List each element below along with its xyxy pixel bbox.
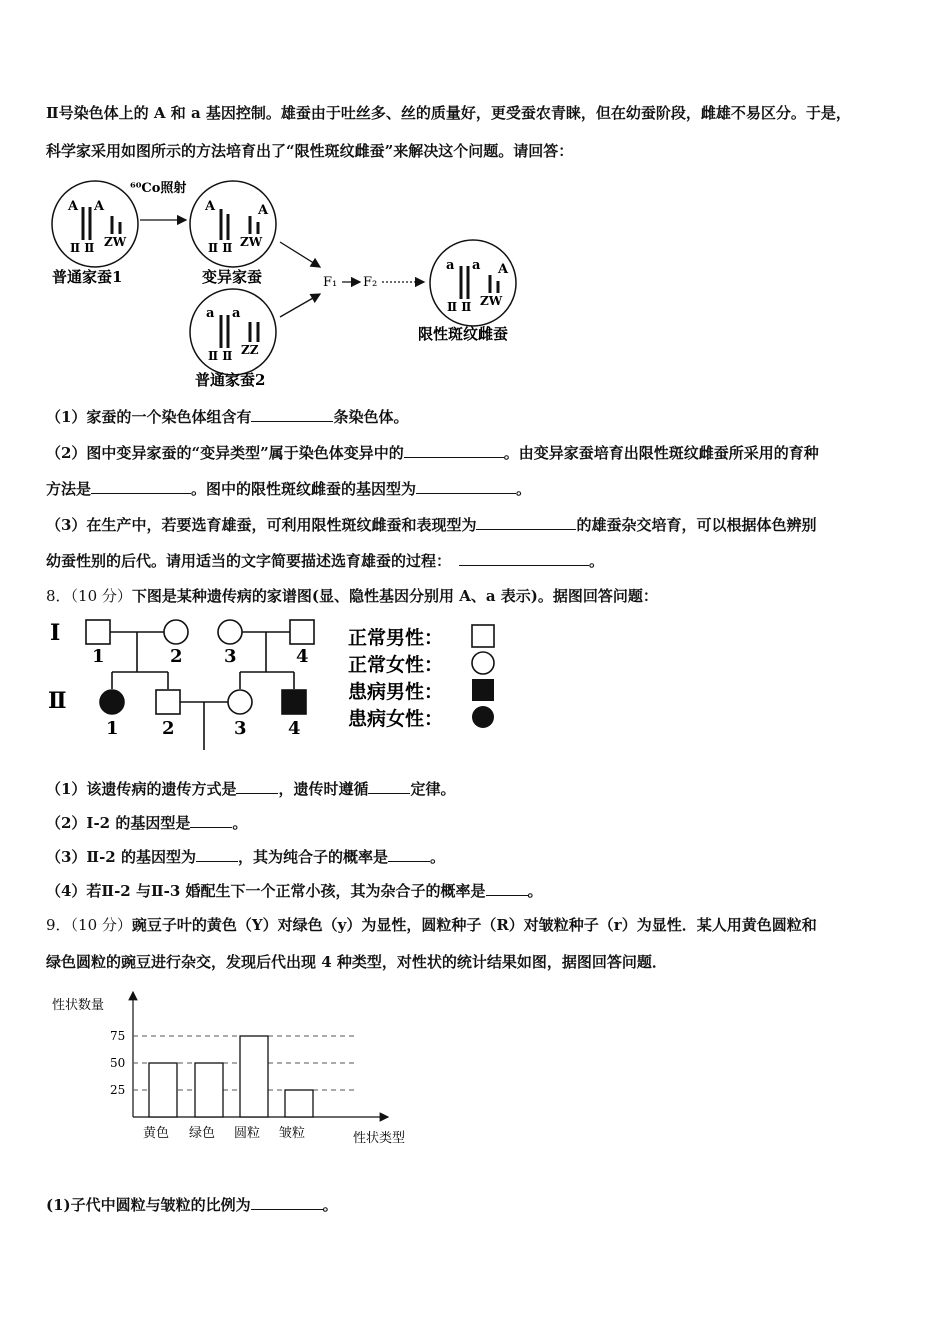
- legend-affected-female-symbol: [472, 706, 494, 728]
- q7-part2-line1: [46, 442, 819, 463]
- q7-part3-line1: [46, 514, 816, 535]
- mutant-silkworm-label: 变异家蚕: [202, 268, 263, 286]
- answer-blank[interactable]: [476, 515, 576, 530]
- II-4-affected-male: [282, 690, 306, 714]
- answer-blank[interactable]: [388, 847, 430, 862]
- generation-II-label: Ⅱ: [48, 688, 67, 714]
- I-1-id: 1: [92, 646, 105, 667]
- q9-part1: [46, 1194, 338, 1215]
- q9-q1a-text: (1)子代中圆粒与皱粒的比例为: [46, 1196, 251, 1214]
- II-1-id: 1: [106, 718, 119, 739]
- answer-blank[interactable]: [190, 813, 232, 828]
- x-category-label: 绿色: [189, 1126, 216, 1141]
- II-2-id: 2: [162, 718, 175, 739]
- q7-part3-line2: [46, 550, 604, 571]
- q8-part3: [46, 846, 445, 867]
- q7-p3d-text: 。: [589, 552, 605, 570]
- q7-p3c-text: 幼蚕性别的后代。请用适当的文字简要描述选育雄蚕的过程：: [46, 552, 452, 570]
- normal-silkworm-2-label: 普通家蚕2: [195, 371, 266, 389]
- gene-label: A: [498, 262, 509, 277]
- bar-4: [285, 1090, 313, 1117]
- q8-q3c-text: 。: [429, 848, 445, 866]
- I-4-id: 4: [296, 646, 309, 667]
- limited-female-label: 限性斑纹雌蚕: [418, 325, 509, 343]
- II-1-affected-female: [100, 690, 124, 714]
- bar-1: [149, 1063, 177, 1117]
- II-2-normal-male: [156, 690, 180, 714]
- q8-stem: [46, 585, 658, 606]
- legend-normal-female-symbol: [472, 652, 494, 674]
- I-1-normal-male: [86, 620, 110, 644]
- f2-label: F₂: [363, 275, 378, 290]
- y-axis-label: 性状数量: [52, 998, 105, 1013]
- I-3-normal-female: [218, 620, 242, 644]
- q7-p3b-text: 的雄蚕杂交培育，可以根据体色辨别: [576, 516, 817, 534]
- sex-chrom-label: ZW: [104, 235, 127, 249]
- q8-q4b-text: 。: [527, 882, 543, 900]
- II-3-normal-female: [228, 690, 252, 714]
- intro-line-2: 科学家采用如图所示的方法培育出了“限性斑纹雌蚕”来解决这个问题。请回答：: [46, 142, 574, 160]
- I-4-normal-male: [290, 620, 314, 644]
- x-category-label: 圆粒: [234, 1126, 261, 1141]
- trait-bar-chart: [48, 990, 428, 1150]
- answer-blank[interactable]: [251, 407, 333, 422]
- answer-blank[interactable]: [251, 1195, 323, 1210]
- q7-part1: [46, 406, 408, 427]
- normal-silkworm-1-label: 普通家蚕1: [52, 268, 123, 286]
- gene-label: a: [206, 306, 215, 321]
- sex-chrom-label: ZW: [480, 294, 503, 308]
- y-tick-label: 25: [110, 1083, 126, 1097]
- q7-p2c-text: 方法是: [46, 480, 92, 498]
- I-2-id: 2: [170, 646, 183, 667]
- silkworm-breeding-figure: [40, 172, 560, 394]
- q7-p2a-text: （2）图中变异家蚕的“变异类型”属于染色体变异中的: [46, 444, 404, 462]
- irradiation-label: ⁶⁰Co照射: [130, 181, 187, 196]
- bar-3: [240, 1036, 268, 1117]
- chrom-label: Ⅱ Ⅱ: [447, 300, 472, 314]
- q8-q1b-text: ，遗传时遵循: [278, 780, 369, 798]
- legend-normal-male: 正常男性：: [348, 627, 444, 649]
- answer-blank[interactable]: [196, 847, 238, 862]
- gene-label: a: [472, 258, 481, 273]
- q9-q1b-text: 。: [322, 1196, 338, 1214]
- limited-female-circle: [430, 240, 516, 326]
- legend-affected-male: 患病男性：: [348, 681, 444, 703]
- q9-stem-line2: 绿色圆粒的豌豆进行杂交，发现后代出现 4 种类型，对性状的统计结果如图，据图回答问题．: [46, 953, 667, 971]
- answer-blank[interactable]: [236, 779, 278, 794]
- q8-stem-text: 下图是某种遗传病的家谱图(显、隐性基因分别用 A、a 表示)。据图回答问题：: [131, 587, 658, 605]
- legend-normal-male-symbol: [472, 625, 494, 647]
- q7-p2b-text: 。由变异家蚕培育出限性斑纹雌蚕所采用的育种: [503, 444, 819, 462]
- q8-part2: [46, 812, 247, 833]
- gene-label: A: [258, 203, 269, 218]
- q8-part4: [46, 880, 543, 901]
- answer-blank[interactable]: [459, 551, 589, 566]
- answer-blank[interactable]: [486, 881, 528, 896]
- q7-p3a-text: （3）在生产中，若要选育雄蚕，可利用限性斑纹雌蚕和表现型为: [46, 516, 477, 534]
- answer-blank[interactable]: [368, 779, 410, 794]
- II-4-id: 4: [288, 718, 301, 739]
- chrom-label: Ⅱ Ⅱ: [70, 241, 95, 255]
- chrom-label: Ⅱ Ⅱ: [208, 241, 233, 255]
- normal-silkworm-2-circle: [190, 289, 276, 375]
- pedigree-chart: [44, 612, 514, 757]
- q8-q1c-text: 定律。: [410, 780, 456, 798]
- y-tick-label: 75: [110, 1029, 126, 1043]
- gene-label: A: [68, 199, 79, 214]
- I-2-normal-female: [164, 620, 188, 644]
- gene-label: a: [232, 306, 241, 321]
- sex-chrom-label: ZW: [240, 235, 263, 249]
- x-axis-label: 性状类型: [353, 1131, 406, 1146]
- x-category-label: 皱粒: [279, 1126, 306, 1141]
- answer-blank[interactable]: [416, 479, 516, 494]
- q7-p2d-text: 。图中的限性斑纹雌蚕的基因型为: [191, 480, 417, 498]
- x-category-label: 黄色: [143, 1126, 170, 1141]
- q7-part2-line2: [46, 478, 531, 499]
- normal-silkworm-1-circle: [52, 181, 138, 267]
- q8-q3a-text: （3）Ⅱ-2 的基因型为: [46, 848, 196, 866]
- q7-p1-text: （1）家蚕的一个染色体组含有: [46, 408, 252, 426]
- q7-p1-end: 条染色体。: [333, 408, 409, 426]
- II-3-id: 3: [234, 718, 247, 739]
- legend-normal-female: 正常女性：: [348, 654, 444, 676]
- q7-p2e-text: 。: [516, 480, 532, 498]
- q8-q1a-text: （1）该遗传病的遗传方式是: [46, 780, 237, 798]
- bar-2: [195, 1063, 223, 1117]
- f1-label: F₁: [323, 275, 338, 290]
- intro-line-1: Ⅱ号染色体上的 A 和 a 基因控制。雄蚕由于吐丝多、丝的质量好，更受蚕农青睐，但在幼蚕阶段，雌雄不易区分。于是，: [46, 104, 851, 122]
- q8-q2a-text: （2）Ⅰ-2 的基因型是: [46, 814, 191, 832]
- answer-blank[interactable]: [91, 479, 191, 494]
- gene-label: A: [205, 199, 216, 214]
- answer-blank[interactable]: [404, 443, 504, 458]
- y-tick-label: 50: [110, 1056, 126, 1070]
- chrom-label: Ⅱ Ⅱ: [208, 349, 233, 363]
- generation-I-label: Ⅰ: [50, 620, 61, 646]
- q8-q2b-text: 。: [232, 814, 248, 832]
- q8-part1: [46, 778, 455, 799]
- gene-label: a: [446, 258, 455, 273]
- q9-number: 9．（10 分）: [46, 916, 132, 934]
- sex-chrom-label: ZZ: [241, 343, 259, 357]
- q8-q4a-text: （4）若Ⅱ-2 与Ⅱ-3 婚配生下一个正常小孩，其为杂合子的概率是: [46, 882, 486, 900]
- q9-stem-text: 豌豆子叶的黄色（Y）对绿色（y）为显性，圆粒种子（R）对皱粒种子（r）为显性．某人用黄色圆粒和: [131, 916, 817, 934]
- legend-affected-female: 患病女性：: [348, 708, 444, 730]
- q8-number: 8．（10 分）: [46, 587, 132, 605]
- q8-q3b-text: ，其为纯合子的概率是: [237, 848, 388, 866]
- gene-label: A: [94, 199, 105, 214]
- legend-affected-male-symbol: [472, 679, 494, 701]
- mutant-silkworm-circle: [190, 181, 276, 267]
- I-3-id: 3: [224, 646, 237, 667]
- q9-stem-line1: [46, 914, 817, 935]
